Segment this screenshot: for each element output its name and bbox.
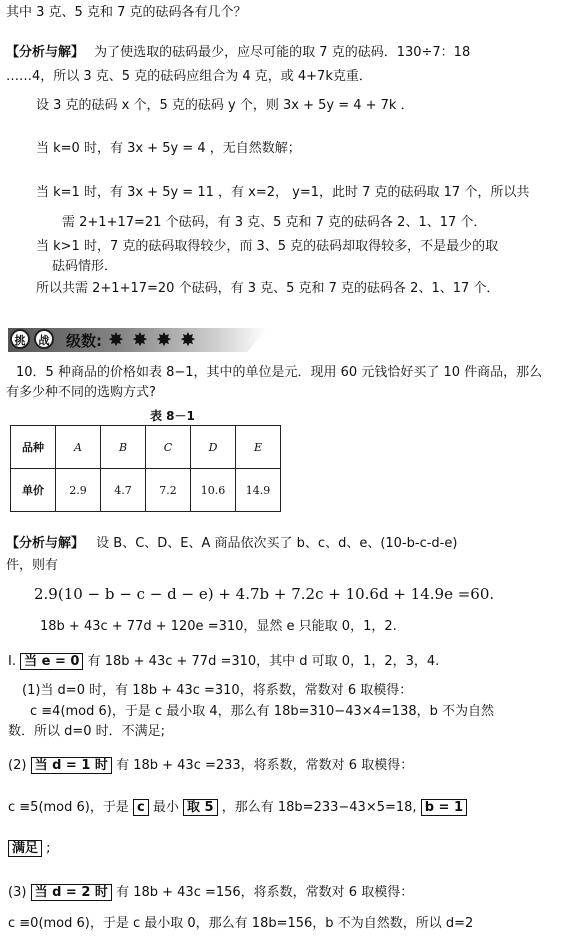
analysis2-heading: 【分析与解】 (6, 536, 85, 551)
table-price-cell: 4.7 (101, 469, 146, 512)
table-price-cell: 7.2 (146, 469, 191, 512)
table-price-cell: 10.6 (191, 469, 236, 512)
difficulty-star-icon: ✸ (156, 329, 172, 351)
case-1-box: 当 e = 0 (20, 653, 83, 670)
case-3-sub: c ≡0(mod 6)，于是 c 最小取 0，那么有 18b=156，b 不为自然数，所以 d=2 (8, 916, 474, 931)
analysis-line-1 (6, 44, 470, 62)
equation-2: 18b + 43c + 77d + 120e =310，显然 e 只能取 0，1，2. (40, 619, 397, 634)
analysis-heading: 【分析与解】 (6, 45, 85, 60)
case-2-sub-a: c ≡5(mod 6)，于是 (8, 800, 129, 815)
analysis2-line-2: 件，则有 (6, 558, 59, 573)
case-2-box-b1: b = 1 (421, 799, 467, 816)
table-category-cell: B (101, 426, 146, 469)
case-3-text: 有 18b + 43c =156，将系数，常数对 6 取模得： (116, 885, 414, 900)
case-1-line (8, 653, 439, 671)
table-row (11, 426, 281, 469)
table-row (11, 469, 281, 512)
challenge-badge-1: 挑 (10, 329, 30, 349)
challenge-banner (8, 328, 276, 352)
case-1-text: 有 18b + 43c + 77d =310，其中 d 可取 0，1，2，3，4. (87, 654, 440, 669)
table-header-cell: 单价 (11, 469, 56, 512)
case-2-prefix: (2) (8, 758, 27, 773)
case-3-box: 当 d = 2 时 (31, 884, 112, 901)
table-category-cell: A (56, 426, 101, 469)
table-price-cell: 2.9 (56, 469, 101, 512)
case-2-box-c: c (133, 799, 149, 816)
table-category-cell: D (191, 426, 236, 469)
table-price-cell: 14.9 (236, 469, 281, 512)
case-2-text: 有 18b + 43c =233，将系数，常数对 6 取模得： (116, 758, 414, 773)
analysis-line-7: 当 k>1 时，7 克的砝码取得较少，而 3、5 克的砝码却取得较多，不是最少的取 (36, 239, 499, 254)
case-3-line (8, 884, 413, 902)
difficulty-star-icon: ✸ (108, 329, 124, 351)
problem-line-2: 有多少种不同的选购方式? (6, 385, 156, 400)
price-table (10, 425, 281, 512)
case-1-prefix: Ⅰ. (8, 654, 16, 669)
analysis2-text: 设 B、C、D、E、A 商品依次买了 b、c、d、e、(10-b-c-d-e) (96, 536, 458, 551)
table-header-cell: 品种 (11, 426, 56, 469)
case-2-line (8, 757, 413, 775)
analysis-line-9: 所以共需 2+1+17=20 个砝码，有 3 克、5 克和 7 克的砝码各 2、1、17 个． (36, 281, 500, 296)
case-2-satisfied (8, 840, 51, 858)
case-1-sub-3: 数．所以 d=0 时．不满足; (8, 724, 166, 739)
difficulty-label: 级数: (66, 332, 102, 350)
case-2-sub-b: 最小 (152, 800, 179, 815)
analysis-line-5: 当 k=1 时，有 3x + 5y = 11 ，有 x=2， y=1，此时 7 克的砝码取 17 个，所以共 (36, 185, 530, 200)
table-caption: 表 8－1 (150, 409, 195, 423)
case-2-box-take5: 取 5 (183, 799, 218, 816)
case-3-prefix: (3) (8, 885, 27, 900)
difficulty-star-icon: ✸ (180, 329, 196, 351)
analysis-line-6: 需 2+1+17=21 个砝码，有 3 克、5 克和 7 克的砝码各 2、1、17 个． (62, 215, 487, 230)
problem-line-1: 10．5 种商品的价格如表 8−1，其中的单位是元．现用 60 元钱恰好买了 10 件商品，那么 (16, 365, 543, 380)
analysis-line-4: 当 k=0 时，有 3x + 5y = 4 ，无自然数解； (36, 141, 301, 156)
analysis2-line-1 (6, 535, 457, 553)
case-2-box-satisfied: 满足 (8, 840, 42, 857)
table-category-cell: E (236, 426, 281, 469)
question-line: 其中 3 克、5 克和 7 克的砝码各有几个？ (6, 5, 247, 20)
case-2-box: 当 d = 1 时 (31, 757, 112, 774)
case-2-sub-c: ，那么有 18b=233−43×5=18, (221, 800, 417, 815)
case-2-sub (8, 799, 467, 817)
analysis-line-2: ……4，所以 3 克、5 克的砝码应组合为 4 克，或 4+7k克重． (6, 69, 372, 84)
analysis-line-3: 设 3 克的砝码 x 个，5 克的砝码 y 个，则 3x + 5y = 4 + 7k ． (36, 98, 414, 113)
analysis-text: 为了使选取的砝码最少，应尽可能的取 7 克的砝码．130÷7：18 (94, 45, 471, 60)
case-1-sub-2: c ≡4(mod 6)，于是 c 最小取 4，那么有 18b=310−43×4=138，b 不为自然 (30, 704, 494, 719)
equation-1: 2.9(10 − b − c − d − e) + 4.7b + 7.2c + 10.6d + 14.9e =60. (34, 585, 495, 603)
case-1-sub-1: (1)当 d=0 时，有 18b + 43c =310，将系数，常数对 6 取模得： (22, 683, 413, 698)
table-category-cell: C (146, 426, 191, 469)
difficulty-star-icon: ✸ (132, 329, 148, 351)
case-2-end: ; (46, 841, 51, 856)
analysis-line-8: 砝码情形． (52, 259, 118, 274)
challenge-badge-2: 战 (34, 329, 54, 349)
